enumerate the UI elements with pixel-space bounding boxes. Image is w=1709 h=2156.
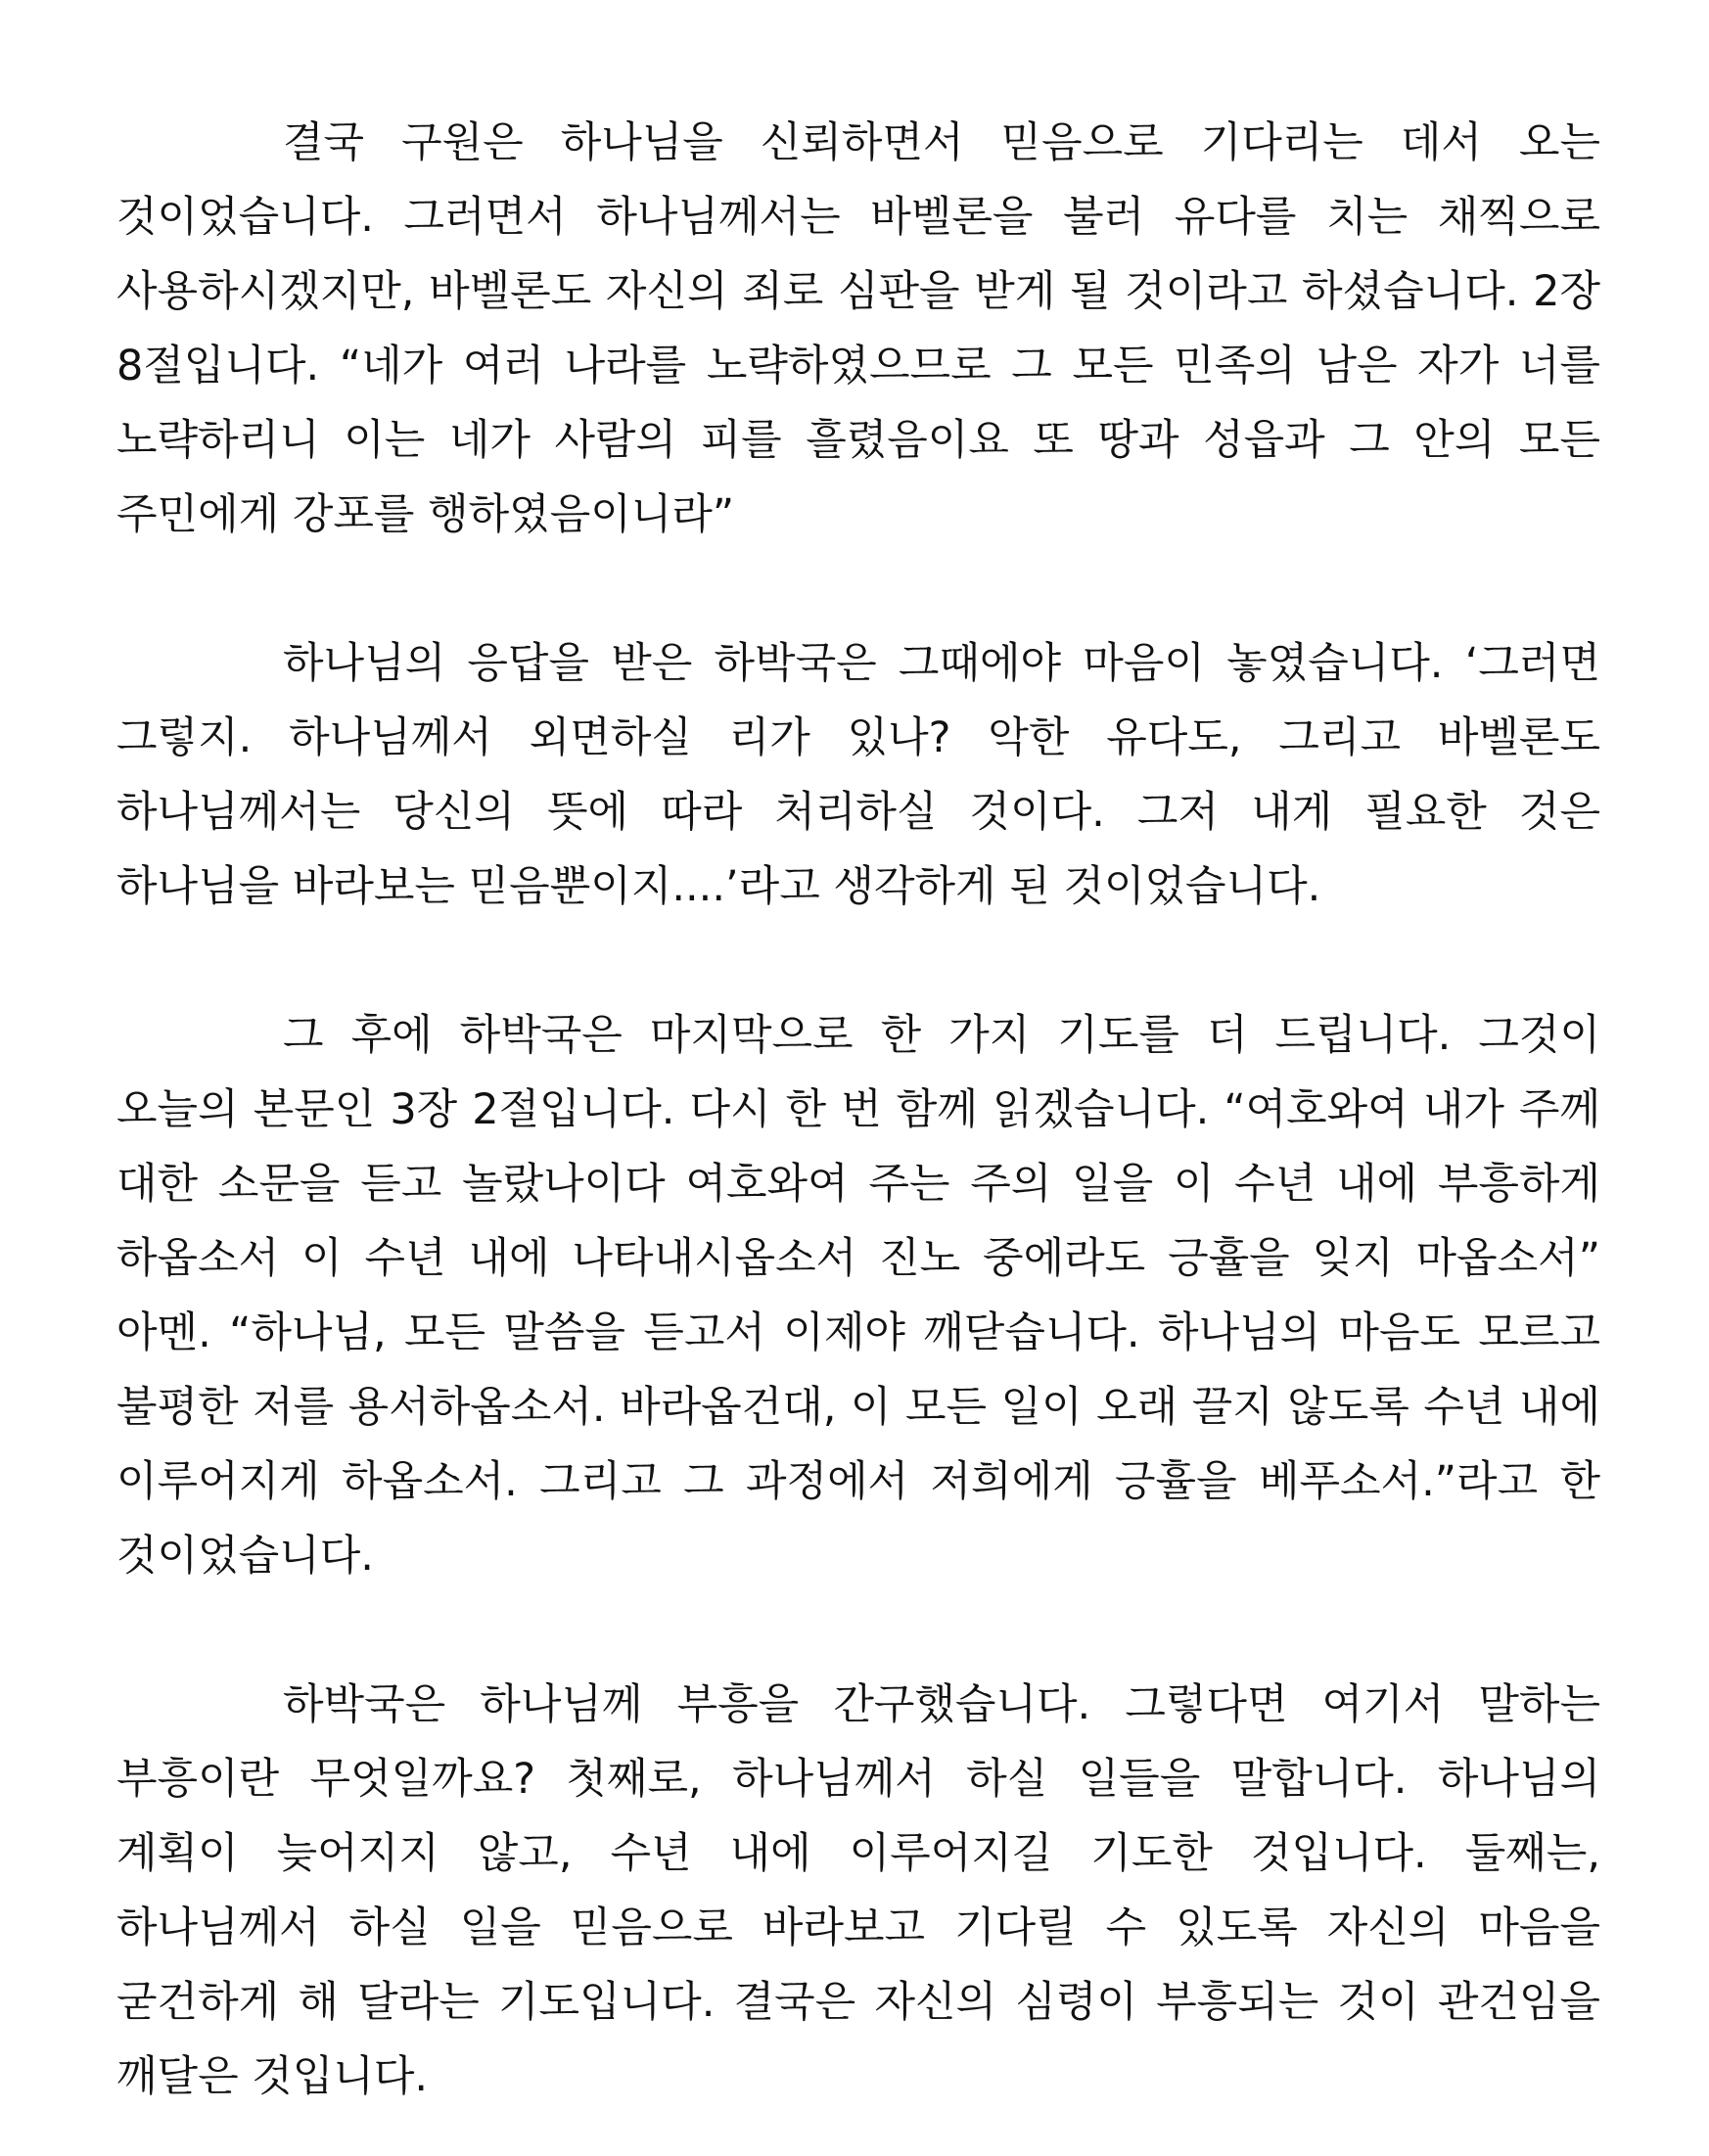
- document-page: [116, 106, 1600, 2114]
- paragraph-3: 그 후에 하박국은 마지막으로 한 가지 기도를 더 드립니다. 그것이 오늘의 본문인 3장 2절입니다. 다시 한 번 함께 읽겠습니다. “여호와여 내가 주께 대한 소문을 듣고 놀랐나이다 여호와여 주는 주의 일을 이 수년 내에 부흥하게 하옵소서 이 수년 내에 나타내시옵소서 진노 중에라도 긍휼을 잊지 마옵소서” 아멘. “하나님, 모든 말씀을 듣고서 이제야 깨닫습니다. 하나님의 마음도 모르고 불평한 저를 용서하옵소서. 바라옵건대, 이 모든 일이 오래 끌지 않도록 수년 내에 이루어지게 하옵소서. 그리고 그 과정에서 저희에게 긍휼을 베푸소서.”라고 한 것이었습니다.: [116, 1011, 1600, 1581]
- paragraph-1: 결국 구원은 하나님을 신뢰하면서 믿음으로 기다리는 데서 오는 것이었습니다. 그러면서 하나님께서는 바벨론을 불러 유다를 치는 채찍으로 사용하시겠지만, 바벨론도 자신의 죄로 심판을 받게 될 것이라고 하셨습니다. 2장 8절입니다. “네가 여러 나라를 노략하였으므로 그 모든 민족의 남은 자가 너를 노략하리니 이는 네가 사람의 피를 흘렸음이요 또 땅과 성읍과 그 안의 모든 주민에게 강포를 행하였음이니라”: [116, 118, 1600, 539]
- paragraph-4: 하박국은 하나님께 부흥을 간구했습니다. 그렇다면 여기서 말하는 부흥이란 무엇일까요? 첫째로, 하나님께서 하실 일들을 말합니다. 하나님의 계획이 늦어지지 않고, 수년 내에 이루어지길 기도한 것입니다. 둘째는, 하나님께서 하실 일을 믿음으로 바라보고 기다릴 수 있도록 자신의 마음을 굳건하게 해 달라는 기도입니다. 결국은 자신의 심령이 부흥되는 것이 관건임을 깨달은 것입니다.: [116, 1680, 1600, 2101]
- paragraph-2: 하나님의 응답을 받은 하박국은 그때에야 마음이 놓였습니다. ‘그러면 그렇지. 하나님께서 외면하실 리가 있나? 악한 유다도, 그리고 바벨론도 하나님께서는 당신의 뜻에 따라 처리하실 것이다. 그저 내게 필요한 것은 하나님을 바라보는 믿음뿐이지....’라고 생각하게 된 것이었습니다.: [116, 639, 1600, 911]
